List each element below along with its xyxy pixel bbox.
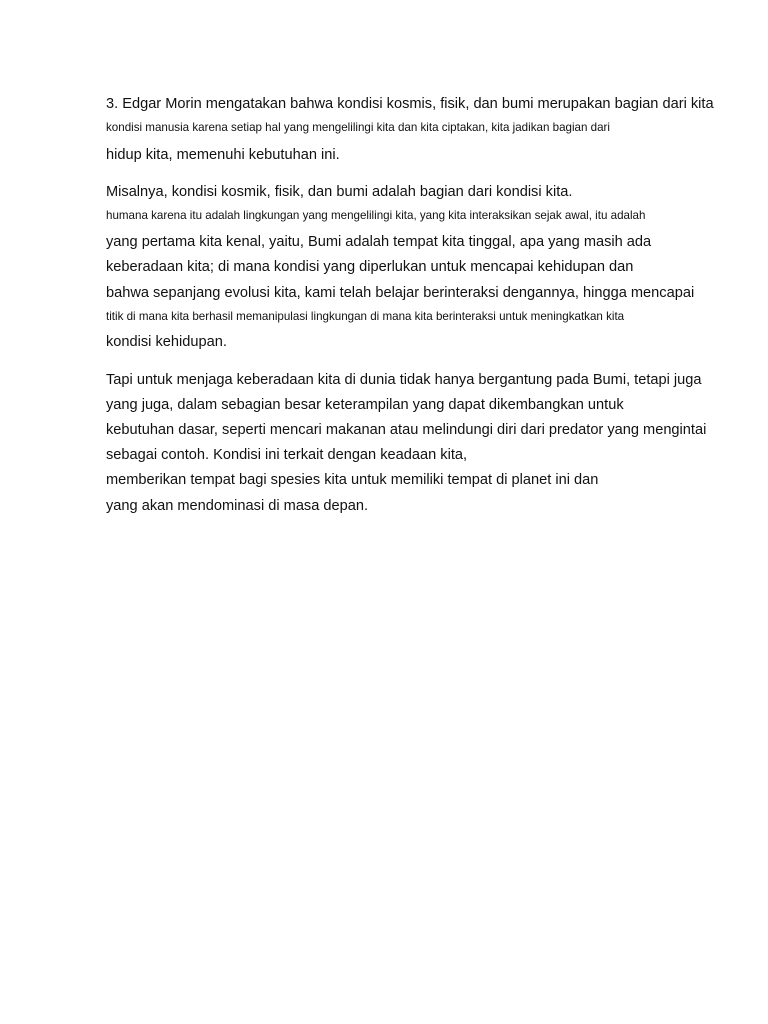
paragraph-1-line-3: hidup kita, memenuhi kebutuhan ini. [106,147,340,163]
paragraph-3-line-1: Tapi untuk menjaga keberadaan kita di dunia tidak hanya bergantung pada Bumi, tetapi juga [106,372,702,388]
paragraph-1-line-1: 3. Edgar Morin mengatakan bahwa kondisi kosmis, fisik, dan bumi merupakan bagian dari kita [106,96,714,112]
paragraph-2-line-5: bahwa sepanjang evolusi kita, kami telah belajar berinteraksi dengannya, hingga mencapai [106,285,695,301]
paragraph-2-line-4: keberadaan kita; di mana kondisi yang diperlukan untuk mencapai kehidupan dan [106,259,634,275]
paragraph-1-line-2: kondisi manusia karena setiap hal yang mengelilingi kita dan kita ciptakan, kita jadikan bagian dari [106,121,610,134]
paragraph-2-line-2: humana karena itu adalah lingkungan yang mengelilingi kita, yang kita interaksikan sejak awal, itu adalah [106,209,646,222]
paragraph-2-line-7: kondisi kehidupan. [106,334,227,350]
paragraph-3-line-5: memberikan tempat bagi spesies kita untuk memiliki tempat di planet ini dan [106,472,599,488]
paragraph-2-line-6: titik di mana kita berhasil memanipulasi lingkungan di mana kita berinteraksi untuk meningkatkan kita [106,310,625,323]
paragraph-3-line-6: yang akan mendominasi di masa depan. [106,498,369,514]
paragraph-3-line-3: kebutuhan dasar, seperti mencari makanan atau melindungi diri dari predator yang mengintai [106,422,707,438]
paragraph-3-line-2: yang juga, dalam sebagian besar keterampilan yang dapat dikembangkan untuk [106,397,624,413]
paragraph-3-line-4: sebagai contoh. Kondisi ini terkait dengan keadaan kita, [106,447,468,463]
paragraph-2-line-1: Misalnya, kondisi kosmik, fisik, dan bumi adalah bagian dari kondisi kita. [106,184,573,200]
paragraph-2-line-3: yang pertama kita kenal, yaitu, Bumi adalah tempat kita tinggal, apa yang masih ada [106,234,652,250]
